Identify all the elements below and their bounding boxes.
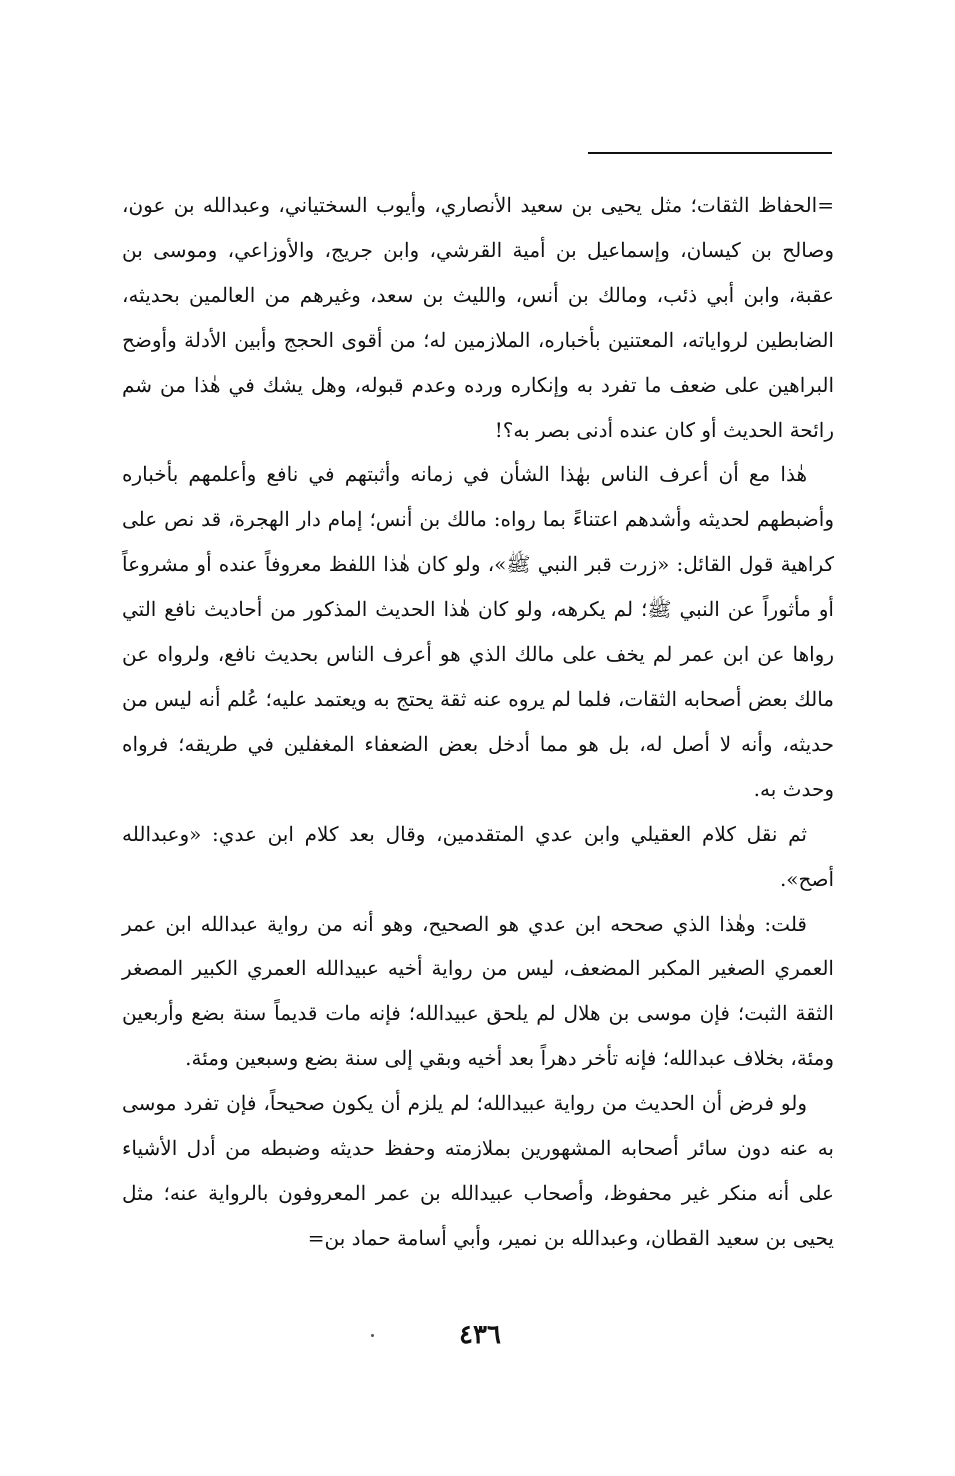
paragraph-3: ثم نقل كلام العقيلي وابن عدي المتقدمين، وقال بعد كلام ابن عدي: «وعبدالله أصح». xyxy=(122,821,834,891)
paragraph-2: هٰذا مع أن أعرف الناس بهٰذا الشأن في زمانه وأثبتهم في نافع وأعلمهم بأخباره وأضبطهم لحديثه وأشدهم اعتناءً بما رواه: مالك بن أنس؛ إمام دار الهجرة، قد نص على كراهية قول القائل: «زرت قبر النبي ﷺ»، ولو كان هٰذا اللفظ معروفاً عنده أو مشروعاً أو مأثوراً عن النبي ﷺ؛ لم يكرهه، ولو كان هٰذا الحديث المذكور من أحاديث نافع التي رواها عن ابن عمر لم يخف على مالك الذي هو أعرف الناس بحديث نافع، ولرواه عن مالك بعض أصحابه الثقات، فلما لم يروه عنه ثقة يحتج به ويعتمد عليه؛ عُلم أنه ليس من حديثه، وأنه لا أصل له، بل هو مما أدخل بعض الضعفاء المغفلين في طريقه؛ فرواه وحدث به. xyxy=(122,462,834,801)
print-speck xyxy=(371,1334,374,1337)
footnote-text xyxy=(122,183,834,1261)
footnote-separator-rule xyxy=(588,152,832,154)
paragraph-5: ولو فرض أن الحديث من رواية عبيدالله؛ لم يلزم أن يكون صحيحاً، فإن تفرد موسى به عنه دون سائر أصحابه المشهورين بملازمته وحفظ حديثه وضبطه من أدل الأشياء على أنه منكر غير محفوظ، وأصحاب عبيدالله بن عمر المعروفون بالرواية عنه؛ مثل يحيى بن سعيد القطان، وعبدالله بن نمير، وأبي أسامة حماد بن= xyxy=(122,1091,834,1250)
page-number: ٤٣٦ xyxy=(459,1320,501,1350)
paragraph-4: قلت: وهٰذا الذي صححه ابن عدي هو الصحيح، وهو أنه من رواية عبدالله ابن عمر العمري الصغير المكبر المضعف، ليس من رواية أخيه عبيدالله العمري الكبير المصغر الثقة الثبت؛ فإن موسى بن هلال لم يلحق عبيدالله؛ فإنه مات قديماً سنة بضع وأربعين ومئة، بخلاف عبدالله؛ فإنه تأخر دهراً بعد أخيه وبقي إلى سنة بضع وسبعين ومئة. xyxy=(122,911,834,1071)
paragraph-1: =الحفاظ الثقات؛ مثل يحيى بن سعيد الأنصاري، وأيوب السختياني، وعبدالله بن عون، وصالح بن كيسان، وإسماعيل بن أمية القرشي، وابن جريج، والأوزاعي، وموسى بن عقبة، وابن أبي ذئب، ومالك بن أنس، والليث بن سعد، وغيرهم من العالمين بحديثه، الضابطين لرواياته، المعتنين بأخباره، الملازمين له؛ من أقوى الحجج وأبين الأدلة وأوضح البراهين على ضعف ما تفرد به وإنكاره ورده وعدم قبوله، وهل يشك في هٰذا من شم رائحة الحديث أو كان عنده أدنى بصر به؟! xyxy=(122,193,834,442)
